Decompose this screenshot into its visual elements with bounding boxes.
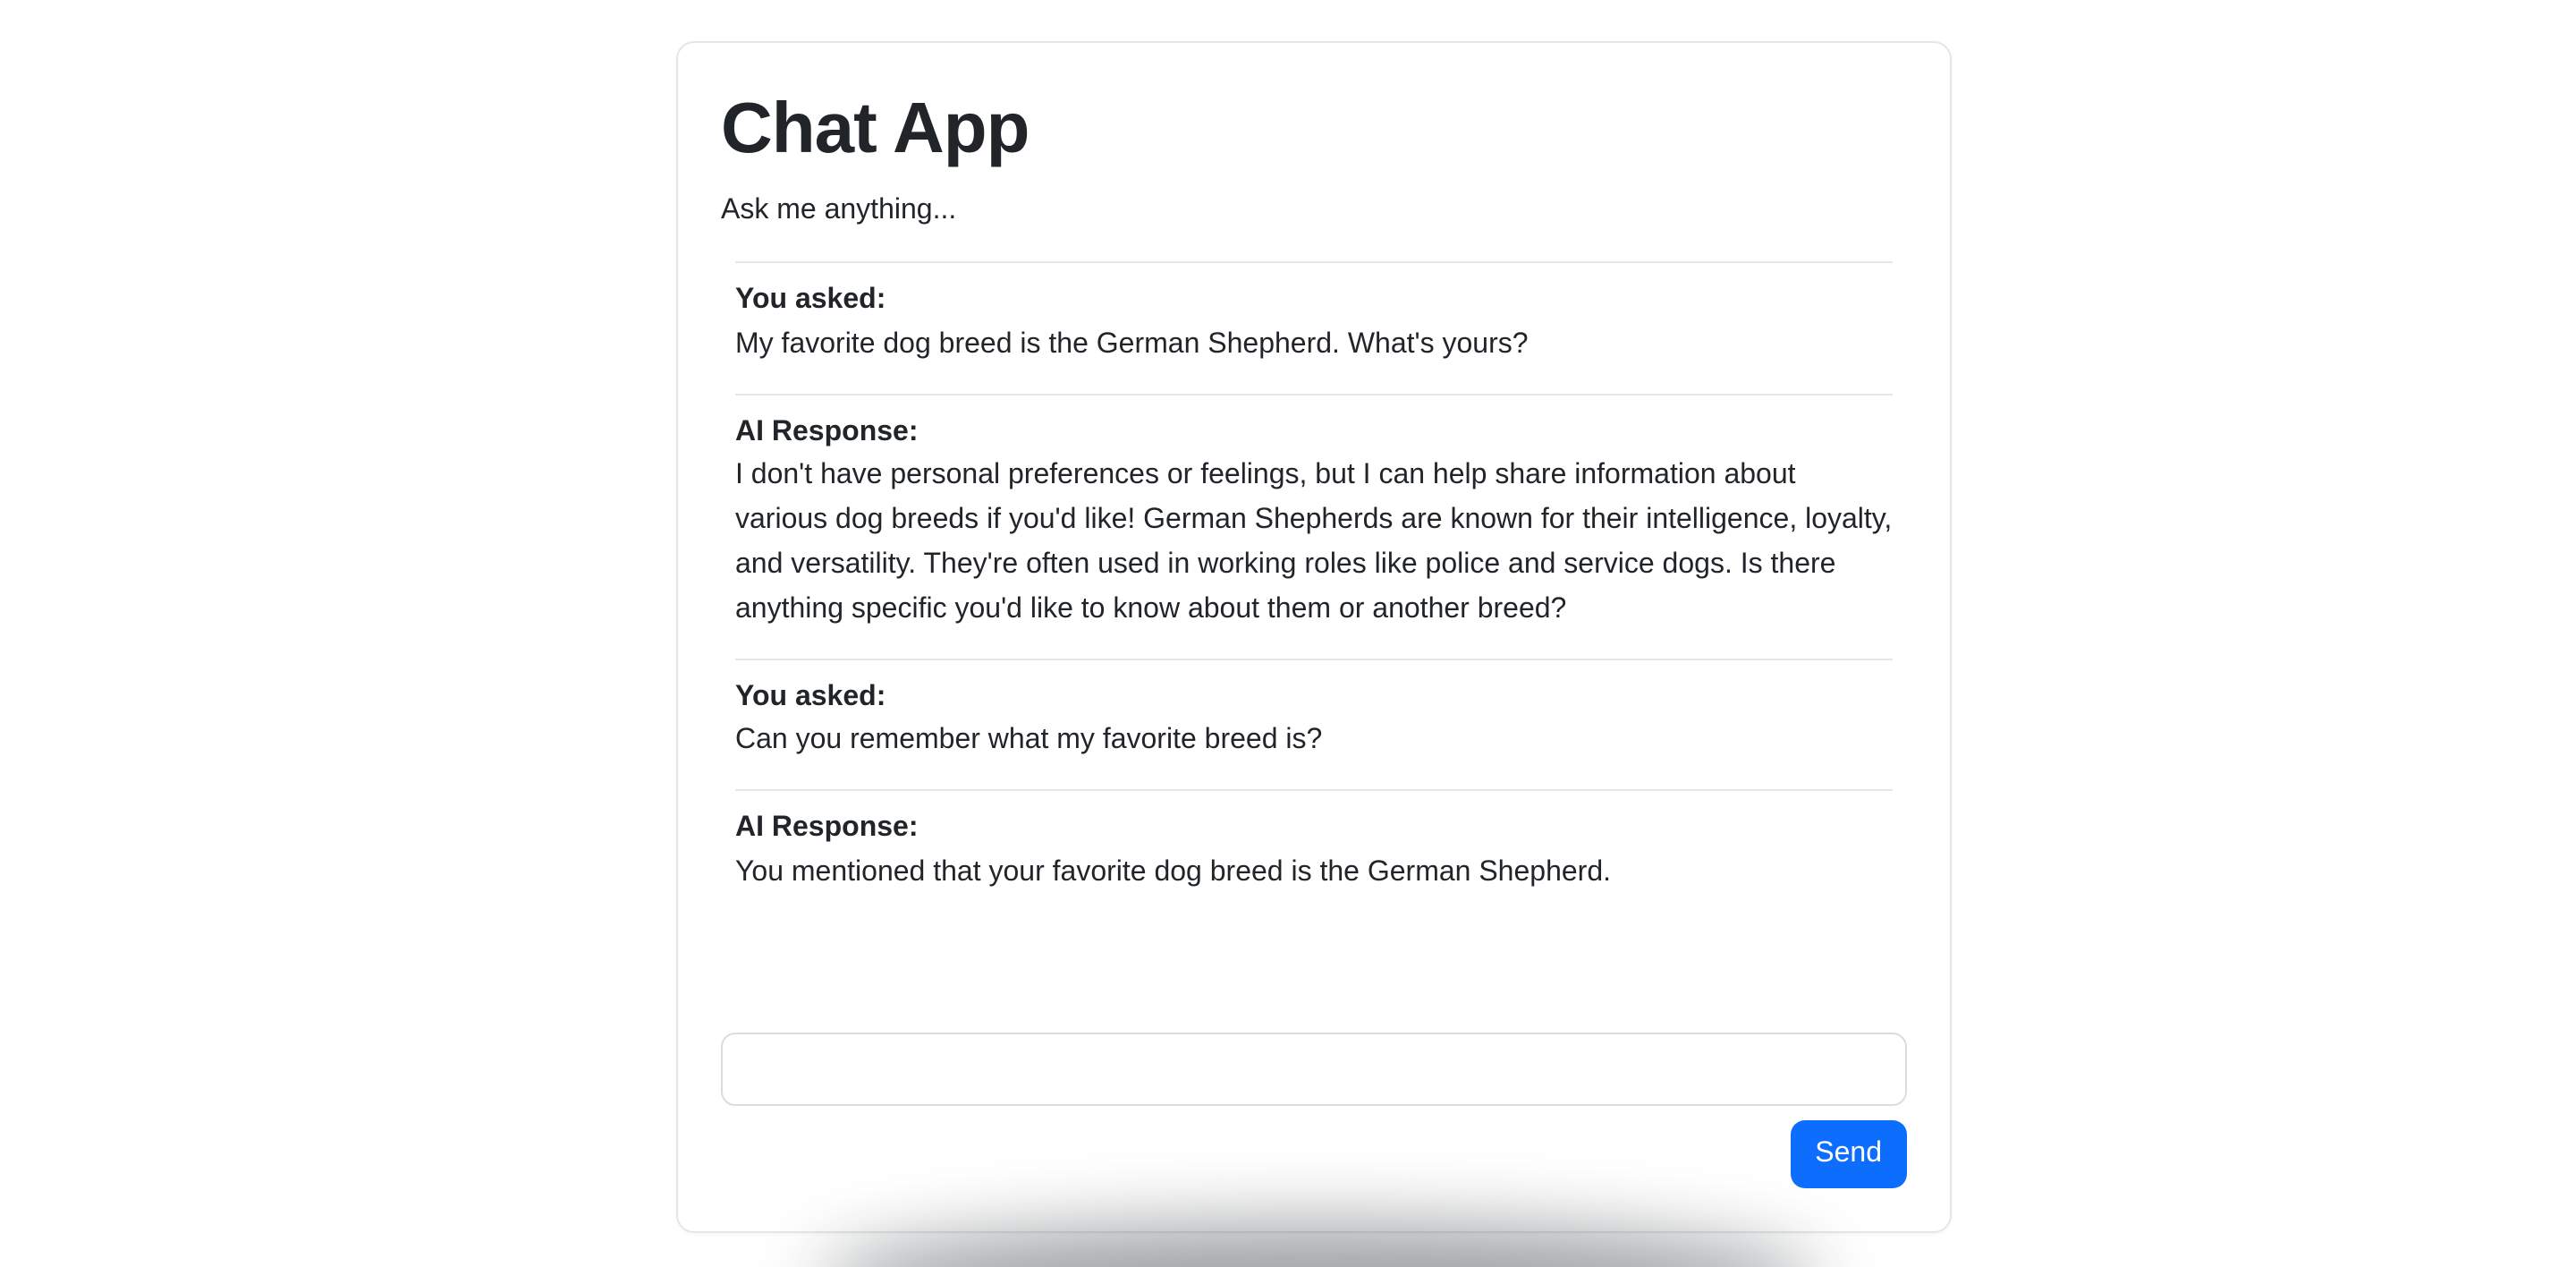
message-input[interactable] [721,1033,1907,1106]
page-subtitle: Ask me anything... [721,195,957,225]
chat-card [676,41,1952,1233]
message-label: AI Response: [735,416,919,447]
message-label: AI Response: [735,812,919,844]
composer-actions [721,1120,1907,1188]
message-text: You mentioned that your favorite dog breed is the German Shepherd. [735,856,1611,888]
message-text: My favorite dog breed is the German Shepherd. What's yours? [735,328,1529,360]
composer [721,1033,1907,1188]
message-text: I don't have personal preferences or feelings, but I can help share information about various dog breeds if you'd like! German Shepherds are known for their intelligence, loyalty, and versatility. They're often used in working roles like police and service dogs. Is there anything specific you'd like to know about them or another breed? [735,460,1893,625]
page-title: Chat App [721,89,1030,168]
message-ai-1 [735,393,1893,658]
message-user-2 [735,658,1893,789]
message-text: Can you remember what my favorite breed is? [735,725,1323,756]
messages-list [735,261,1893,922]
message-label: You asked: [735,285,886,315]
message-ai-2 [735,789,1893,921]
send-button[interactable]: Send [1790,1120,1907,1188]
message-label: You asked: [735,681,886,712]
message-user-1 [735,261,1893,393]
